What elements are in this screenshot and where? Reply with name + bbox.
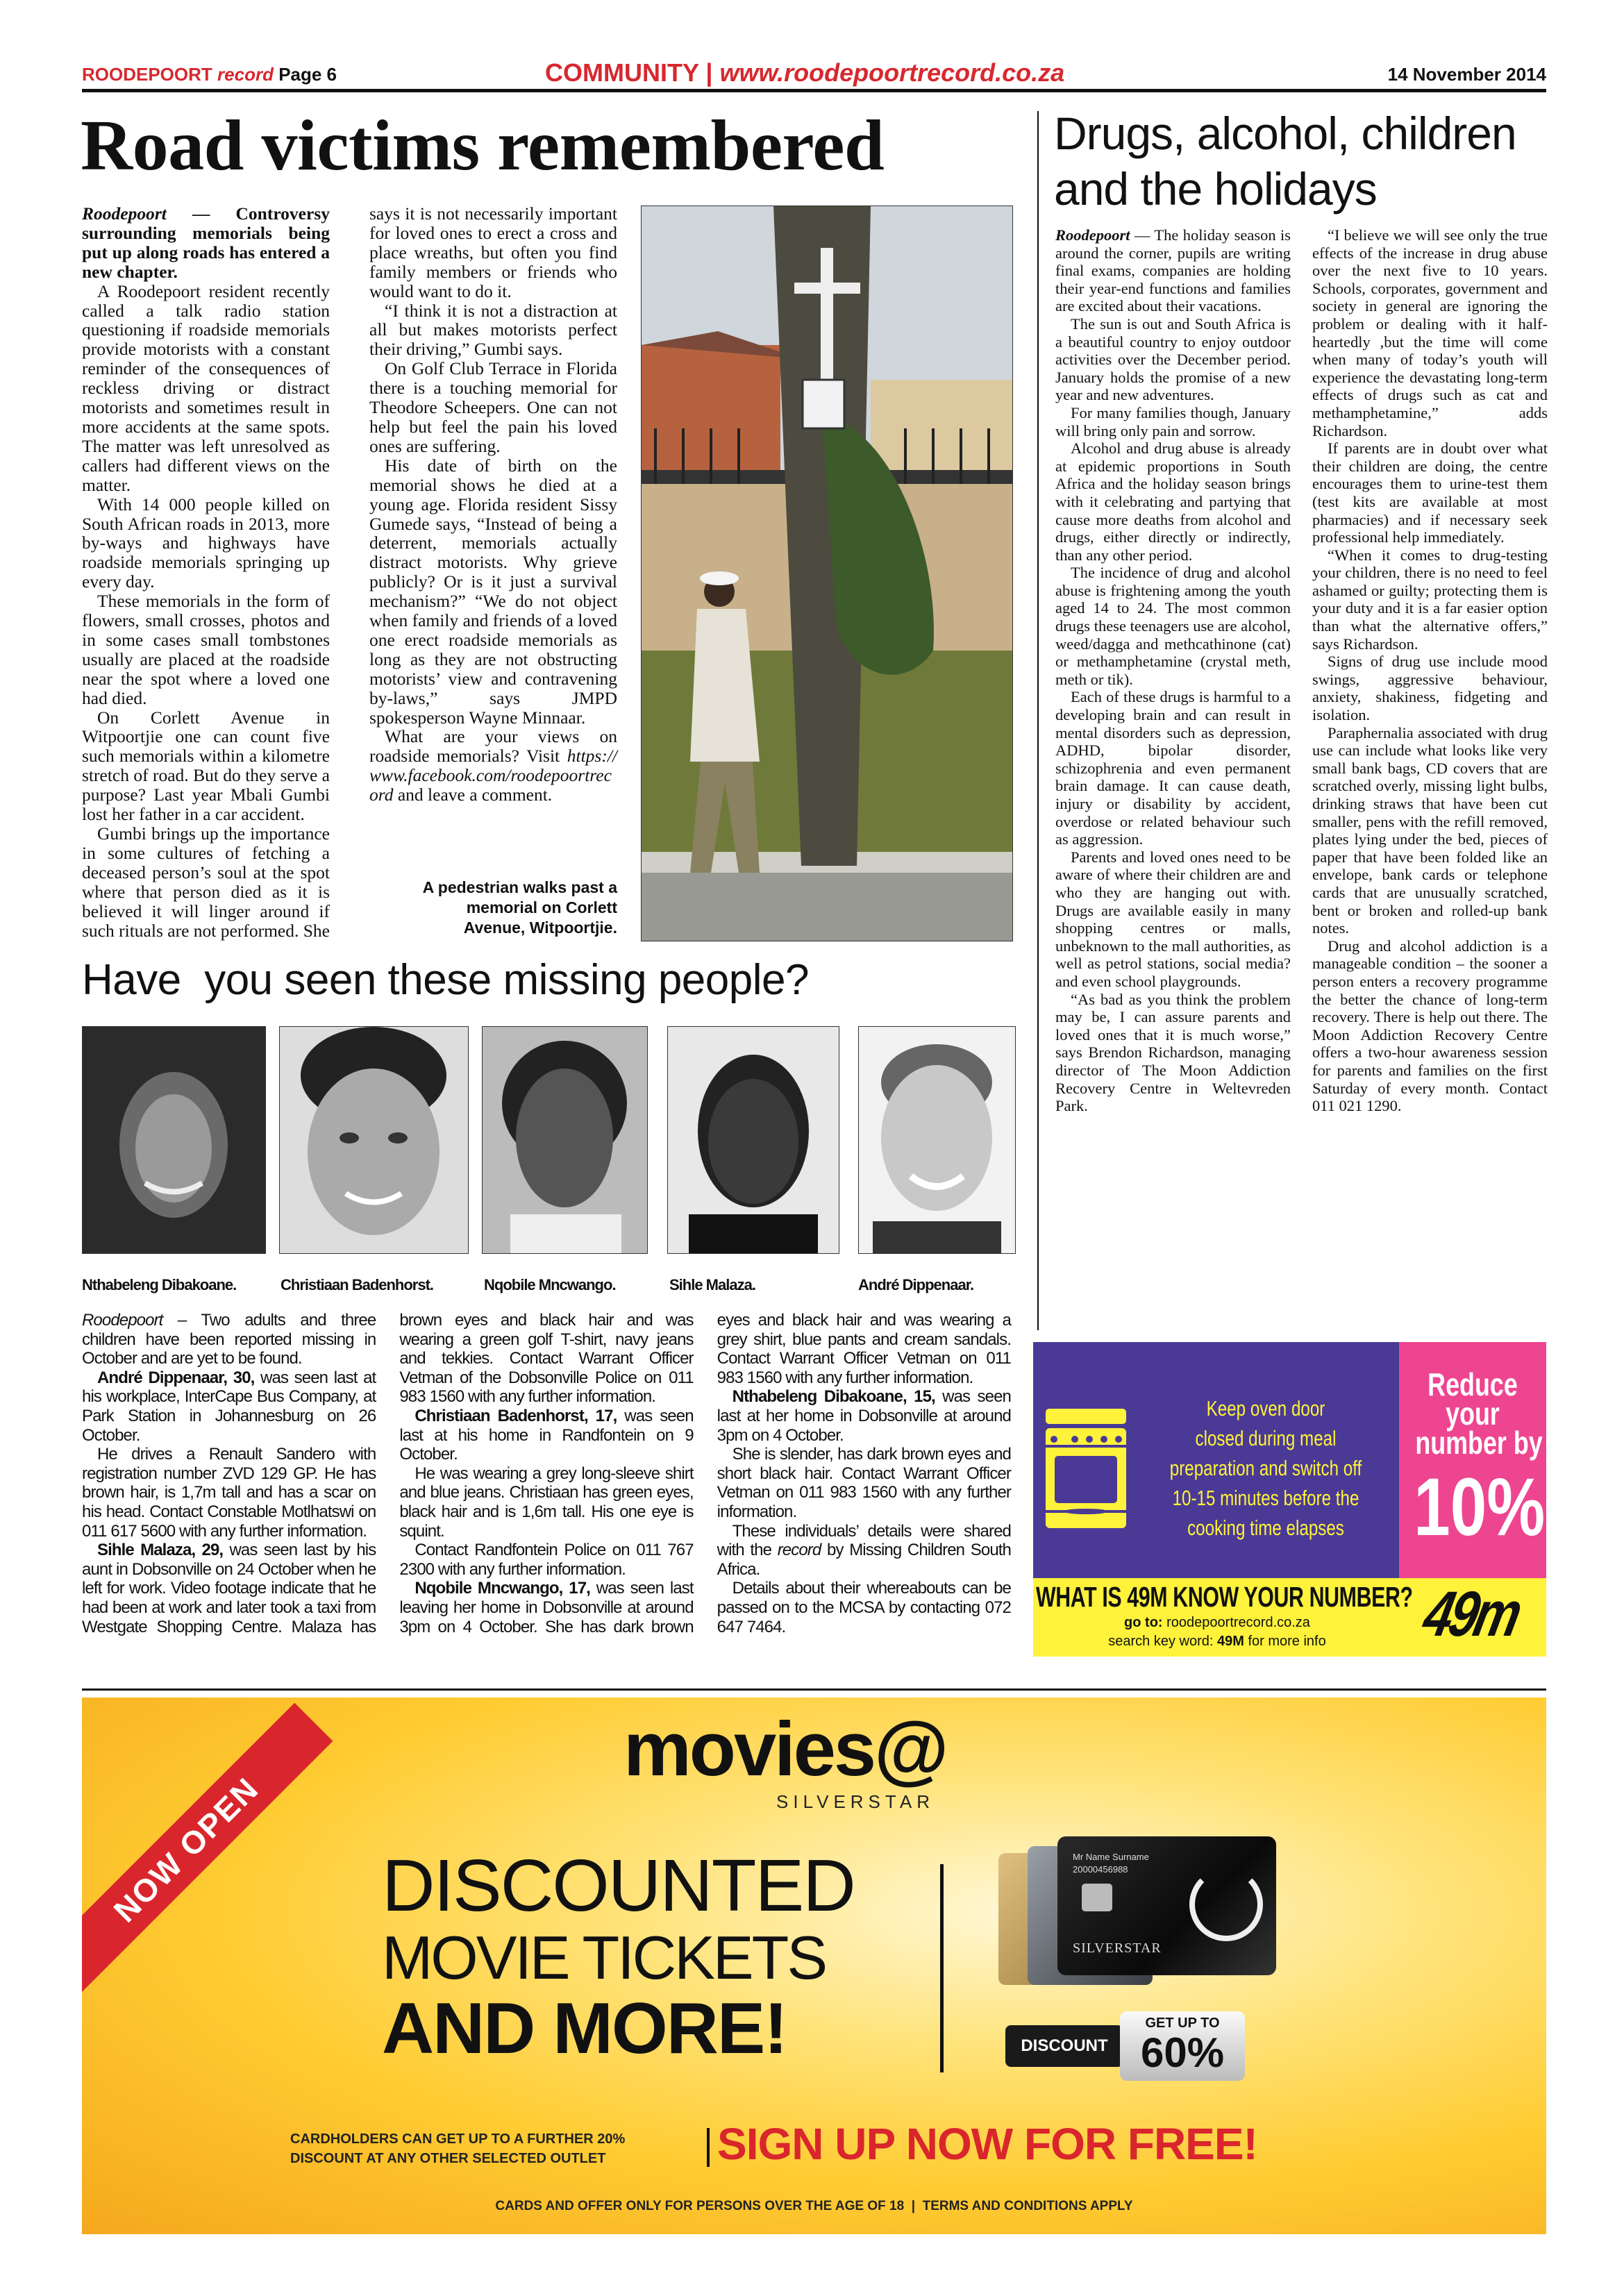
headline-line: MOVIE TICKETS <box>382 1923 826 1992</box>
search-post: for more info <box>1244 1634 1326 1649</box>
cardholders-line: DISCOUNT AT ANY OTHER SELECTED OUTLET <box>290 2151 606 2166</box>
signup-button[interactable]: SIGN UP NOW FOR FREE! <box>717 2119 1257 2169</box>
paragraph: Alcohol and drug abuse is already at epidemic proportions in South Africa and the holiday season brings with it celebrating and partying that cause more deaths from alcohol and drugs, either directly or indirectly, than any other period. <box>1055 439 1291 564</box>
dateline: Roodepoort <box>82 203 167 224</box>
card-brand: SILVERSTAR <box>1073 1941 1162 1956</box>
tip-line: preparation and switch off <box>1169 1456 1362 1480</box>
movies-logo: movies@ <box>623 1707 947 1792</box>
headline-line: DISCOUNTED <box>382 1845 855 1927</box>
missing-entry <box>717 1445 1011 1521</box>
road-article-body <box>82 204 617 944</box>
dateline: Roodepoort <box>82 1311 163 1330</box>
percent-value: 10% <box>1414 1461 1546 1553</box>
49m-logo: 49m <box>1417 1579 1525 1650</box>
movies-ad[interactable] <box>82 1698 1546 2234</box>
name-label: André Dippenaar. <box>858 1276 974 1293</box>
dateline: Roodepoort <box>1055 226 1130 244</box>
header-rule <box>82 89 1546 92</box>
entry-text: was seen last at her home in Dobsonville at around 3pm on 4 October. <box>717 1387 1011 1445</box>
paragraph: These memorials in the form of flowers, small crosses, photos and in some cases small tombstones usually are placed at the roadside near the spot where a loved one had died. <box>82 591 330 708</box>
portrait-christiaan <box>279 1026 469 1254</box>
ad-divider <box>82 1689 1546 1691</box>
paragraph: On Corlett Avenue in Witpoortjie one can count five such memorials within a kilometre stretch of road. But do they serve a purpose? Last year Mbali Gumbi lost her father in a car accident. <box>82 707 330 825</box>
oven-tip <box>1160 1393 1371 1543</box>
search-line <box>1089 1634 1346 1650</box>
closing-paragraph <box>369 727 617 805</box>
paragraph: Parents and loved ones need to be aware of where their children are and who they are hanging out with. Drugs are available easily in many shopping centres or malls, unbeknown to the mall authorities, as well as petrol stations, social media? and even school playgrounds. <box>1055 848 1291 990</box>
entry-text: She is slender, has dark brown eyes and short black hair. Contact Warrant Officer Vetman on 011 983 1560 with any further information. <box>717 1445 1011 1521</box>
goto-url[interactable]: roodepoortrecord.co.za <box>1166 1615 1310 1630</box>
entry-text: was seen last at his home in Randfontein on 9 October. <box>399 1406 694 1464</box>
reduce-line: number by <box>1415 1425 1543 1461</box>
note-text: by Missing Children South Africa. <box>717 1541 1011 1579</box>
paragraph: For many families though, January will bring only pain and sorrow. <box>1055 403 1291 439</box>
portrait-sihle <box>667 1026 839 1254</box>
page-number: Page 6 <box>278 64 337 85</box>
closing-paragraph: Details about their whereabouts can be passed on to the MCSA by contacting 072 647 7464. <box>717 1579 1011 1636</box>
missing-entry <box>399 1407 693 1464</box>
entry-name: Nqobile Mncwango, 17, <box>415 1579 590 1598</box>
name-label: Nthabeleng Dibakoane. <box>82 1276 237 1293</box>
cardholders-line: CARDHOLDERS CAN GET UP TO A FURTHER 20% <box>290 2131 626 2147</box>
silverstar-sub: SILVERSTAR <box>776 1791 935 1812</box>
reduce-line: your <box>1446 1396 1500 1432</box>
tip-line: closed during meal <box>1195 1426 1337 1450</box>
tip-line: 10-15 minutes before the <box>1172 1486 1359 1510</box>
memorial-photo <box>641 206 1013 941</box>
page-header <box>82 64 337 85</box>
now-open-ribbon: NOW OPEN <box>82 1703 333 1997</box>
entry-name: André Dippenaar, 30, <box>97 1368 255 1387</box>
silverstar-emblem-icon <box>1189 1868 1263 1941</box>
separator: | <box>705 58 713 87</box>
entry-name: Christiaan Badenhorst, 17, <box>415 1406 617 1425</box>
missing-entry <box>82 1368 376 1445</box>
know-your-number: WHAT IS 49M KNOW YOUR NUMBER? <box>1036 1581 1413 1613</box>
paragraph: “When it comes to drug-testing your children, there is no need to feel ashamed or guilty; protecting them is your duty and it is a far easier option than what the alternative offers,” says Richardson. <box>1312 546 1548 653</box>
entry-text: Contact Randfontein Police on 011 767 2300 with any further information. <box>399 1541 694 1579</box>
tip-line: cooking time elapses <box>1187 1516 1344 1540</box>
portrait-nthabeleng <box>82 1026 266 1254</box>
paragraph: His date of birth on the memorial shows he died at a young age. Florida resident Sissy Gumede says, “Instead of being a deterrent, memorials actually distract motorists. Why grieve publicly? Or is it just a survival mechanism?” “We do not object when family and friends of a loved one erect roadside memorials as long as they are not obstructing motorists’ view and contravening by-laws,” says JMPD spokesperson Wayne Minnaar. <box>369 455 617 728</box>
column-divider <box>1037 111 1039 1330</box>
missing-entry <box>717 1387 1011 1445</box>
photo-caption: A pedestrian walks past a memorial on Corlett Avenue, Witpoortjie. <box>422 878 617 937</box>
discount-badge <box>1120 2011 1245 2081</box>
note-text: These individuals’ details were shared with the <box>717 1521 1011 1560</box>
road-lead <box>82 204 330 282</box>
entry-name: Sihle Malaza, 29, <box>97 1541 224 1560</box>
missing-headline: Have you seen these missing people? <box>82 956 809 1004</box>
portrait-andre <box>858 1026 1016 1254</box>
discount-value: 60% <box>1140 2029 1225 2076</box>
note-italic: record <box>777 1541 821 1560</box>
paper-name: ROODEPOORT <box>82 64 212 85</box>
pedestrian-memorial-image <box>642 206 1012 941</box>
card-number: 20000456988 <box>1073 1864 1128 1875</box>
lead-text: – Two adults and three children have been reported missing in October and are yet to be found. <box>82 1311 376 1368</box>
paragraph: On Golf Club Terrace in Florida there is a touching memorial for Theodore Scheepers. One can not help but feel the pain his loved ones are suffering. <box>369 358 617 456</box>
paragraph: “I think it is not a distraction at all but makes motorists perfect their driving,” Gumbi says. <box>369 300 617 360</box>
name-label: Christiaan Badenhorst. <box>281 1276 434 1293</box>
cardholders-text <box>290 2129 625 2168</box>
closing-end: and leave a comment. <box>393 785 553 805</box>
lead-text: — The holiday season is around the corner, pupils are writing final exams, companies are holding their year-end functions and families are excited about their vacations. <box>1055 226 1291 315</box>
reduce-line: Reduce <box>1428 1366 1518 1402</box>
search-pre: search key word: <box>1108 1634 1217 1649</box>
missing-article-body <box>82 1311 1011 1636</box>
terms-text: CARDS AND OFFER ONLY FOR PERSONS OVER THE AGE OF 18 | TERMS AND CONDITIONS APPLY <box>495 2199 1133 2213</box>
paragraph: Drug and alcohol addiction is a manageable condition – the sooner a person enters a recovery programme the better the chance of long-term recovery. There is help out there. The Moon Addiction Recovery Centre offers a two-hour awareness session for parents and families on the first Saturday of every month. Contact 011 021 1290. <box>1312 937 1548 1115</box>
paragraph: The sun is out and South Africa is a beautiful country to enjoy outdoor activities over the December period. January holds the promise of a new year and new adventures. <box>1055 315 1291 404</box>
paragraph: If parents are in doubt over what their children are doing, the centre encourages them to urine-test them (test kits are available at most pharmacies) and if necessary seek professional help immediately. <box>1312 439 1548 546</box>
section-label: COMMUNITY <box>545 58 699 87</box>
entry-text: was seen last at his workplace, InterCape Bus Company, at Park Station in Johannesburg on 26 October. <box>82 1368 376 1445</box>
drugs-article-body <box>1055 226 1548 1115</box>
paragraph: The incidence of drug and alcohol abuse is frightening among the youth aged 14 to 24. The most common drugs these teenagers use are alcohol, weed/dagga and methcathinone (cat) or methamphetamine (crystal meth, meth or tik). <box>1055 564 1291 688</box>
goto-line <box>1103 1615 1332 1631</box>
entry-name: Nthabeleng Dibakoane, 15, <box>732 1387 935 1407</box>
paragraph: Paraphernalia associated with drug use can include what looks like very small bank bags, CD covers that are scratched overly, missing light bulbs, drinking straws that have been cut smaller, pens with the refill removed, plates lying under the bed, pieces of paper that have been folded like an envelope, bank cards or telephone cards that are unusually scratched, bent or broken and rolled-up bank notes. <box>1312 723 1548 937</box>
goto-label: go to: <box>1124 1615 1163 1630</box>
black-card <box>1057 1836 1276 1975</box>
search-key: 49M <box>1217 1634 1244 1649</box>
card-chip <box>1082 1884 1112 1911</box>
portrait-nqobile <box>482 1026 648 1254</box>
paragraph: Signs of drug use include mood swings, aggressive behaviour, anxiety, shakiness, fidgeting and isolation. <box>1312 653 1548 724</box>
road-headline: Road victims remembered <box>81 106 885 185</box>
section-header <box>545 58 1064 87</box>
membership-cards <box>998 1836 1276 2017</box>
discounted-headline <box>382 1845 855 2069</box>
missing-entry <box>82 1445 376 1541</box>
facebook-link[interactable]: https://www.facebook.com/roodepoortrecord <box>369 746 617 805</box>
card-name: Mr Name Surname <box>1073 1852 1149 1862</box>
drugs-lead <box>1055 226 1291 315</box>
missing-entry <box>399 1541 693 1579</box>
paragraph: Each of these drugs is harmful to a developing brain and can result in mental disorders such as depression, ADHD, bipolar disorder, schizophrenia and even permanent brain damage. It can cause death, injury or disability by accident, overdose or related behaviour such as aggression. <box>1055 688 1291 848</box>
name-label: Nqobile Mncwango. <box>484 1276 616 1293</box>
issue-date: 14 November 2014 <box>1387 64 1546 85</box>
paragraph: “I believe we will see only the true effects of the increase in drug abuse over the next five to 10 years. Schools, corporates, government and society in general are ignoring the problem or dealing with it half-heartedly ,but the time will come when many of today’s youth will experience the devastating long-term effects of drugs such as cat and methamphetamine,” adds Richardson. <box>1312 226 1548 439</box>
paragraph: “As bad as you think the problem may be, I can assure parents and loved ones that it is much worse,” says Brendon Richardson, managing director of The Moon Addiction Recovery Centre in Weltevreden Park. <box>1055 990 1291 1115</box>
missing-lead <box>82 1311 376 1368</box>
tip-line: Keep oven door <box>1206 1396 1325 1421</box>
website-link[interactable]: www.roodepoortrecord.co.za <box>719 58 1065 87</box>
paragraph: Gumbi brings up the importance in some cultures of fetching a deceased person’s soul at the spot where that person died as it is believed it will linger around if such rituals are not performed. She says it is not necessarily important for loved ones to erect a cross and place wreaths, but often you find family members or friends who would want to do it. <box>82 203 617 941</box>
headline-line: AND MORE! <box>382 1988 787 2069</box>
signup-divider <box>707 2128 710 2167</box>
get-up-to: GET UP TO <box>1145 2016 1220 2031</box>
name-label: Sihle Malaza. <box>669 1276 755 1293</box>
discount-banner: DISCOUNT <box>1005 2025 1123 2067</box>
ad-49m[interactable] <box>1033 1342 1546 1657</box>
entry-text: He drives a Renault Sandero with registration number ZVD 129 GP. He has brown hair, is 1,7m tall and has a scar on his head. Contact Constable Motlhatswi on 011 617 5600 with any further information. <box>82 1445 376 1541</box>
entry-text: was seen last by his aunt in Dobsonville on 24 October when he left for work. Video footage indicate that he had been at work and later took a taxi from Westgate Shopping Centre. Malaza has brown eyes and black hair and was wearing a green golf T-shirt, navy jeans and tekkies. Contact Warrant Officer Vetman of the Dobsonville Police on 011 983 1560 with any further information. <box>82 1311 694 1636</box>
shared-note <box>717 1522 1011 1579</box>
reduce-text <box>1415 1366 1543 1461</box>
paragraph: A Roodepoort resident recently called a talk radio station questioning if roadside memorials provide motorists with a constant reminder of the consequences of reckless driving or distract motorists and sometimes result in more accidents at the same spots. The matter was left unresolved as callers had different views on the matter. <box>82 280 330 495</box>
paragraph: With 14 000 people killed on South African roads in 2013, more by-ways and highways have roadside memorials springing up every day. <box>82 494 330 592</box>
lead-text: — Controversy surrounding memorials being put up along roads has entered a new chapter. <box>82 203 330 282</box>
closing-text: What are your views on roadside memorials? Visit <box>369 726 617 766</box>
paper-name-italic: record <box>217 64 274 85</box>
missing-entry <box>399 1464 693 1541</box>
entry-text: He was wearing a grey long-sleeve shirt and blue jeans. Christiaan has green eyes, black hair and is 1,6m tall. His one eye is squint. <box>399 1464 694 1541</box>
oven-icon <box>1046 1409 1126 1528</box>
entry-text: was seen last leaving her home in Dobsonville at around 3pm on 4 October. She has dark brown eyes and black hair and was wearing a grey shirt, blue pants and cream sandals. Contact Warrant Officer Vetman on 011 983 1560 with any further information. <box>399 1311 1011 1636</box>
headline-divider <box>940 1864 944 2072</box>
drugs-headline: Drugs, alcohol, children and the holidays <box>1054 108 1516 215</box>
